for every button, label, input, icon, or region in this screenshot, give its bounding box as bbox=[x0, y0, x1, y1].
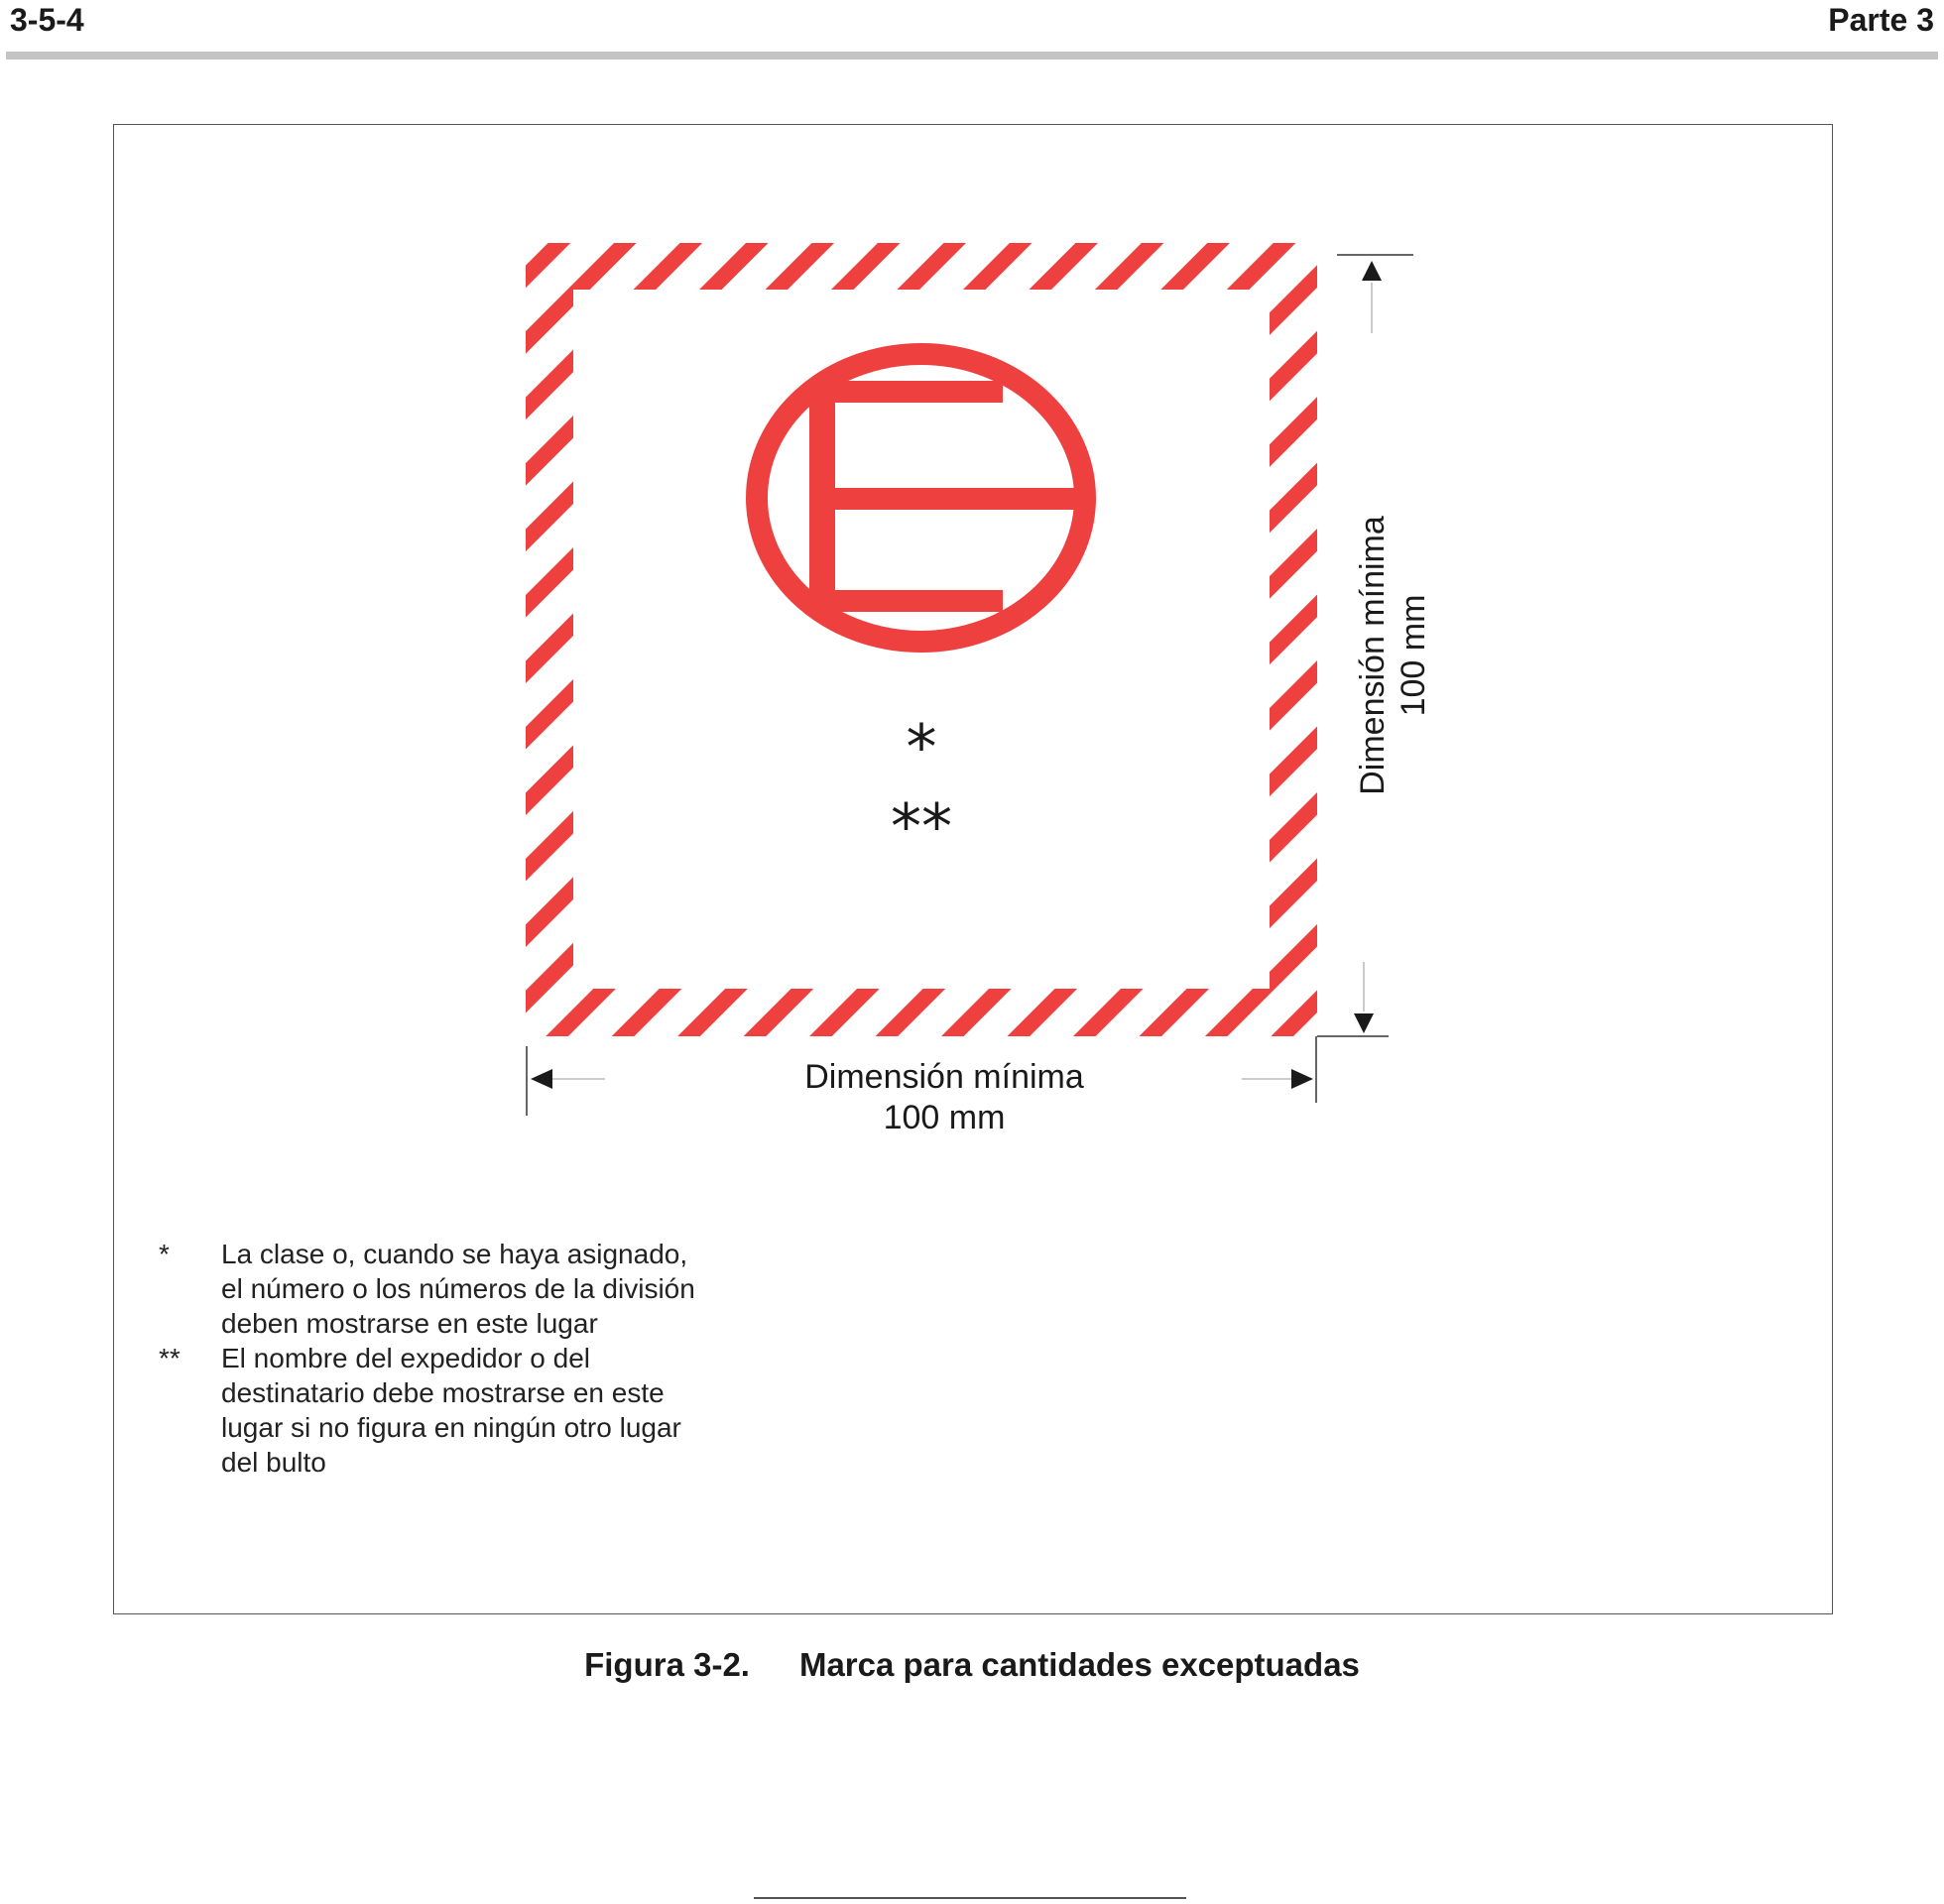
note-symbol: ** bbox=[159, 1343, 181, 1373]
figure-caption bbox=[0, 1646, 1944, 1684]
footer-rule bbox=[754, 1897, 1186, 1899]
class-placeholder-star: * bbox=[906, 711, 937, 783]
figure-notes bbox=[159, 1237, 714, 1480]
horizontal-dimension-label: Dimensión mínima bbox=[804, 1058, 1084, 1096]
section-number: 3-5-4 bbox=[10, 2, 84, 38]
figure-number: Figura 3-2. bbox=[584, 1646, 750, 1683]
note-item bbox=[159, 1237, 714, 1341]
note-text: El nombre del expedidor o del destinatario debe mostrarse en este lugar si no figura en ningún otro lugar del bulto bbox=[221, 1343, 681, 1478]
vertical-dimension-value: 100 mm bbox=[1395, 594, 1432, 717]
vertical-dimension-label: Dimensión mínima bbox=[1354, 516, 1392, 795]
note-text: La clase o, cuando se haya asignado, el número o los números de la división deben mostrarse en este lugar bbox=[221, 1239, 695, 1339]
part-label: Parte 3 bbox=[1828, 2, 1934, 38]
figure-title: Marca para cantidades exceptuadas bbox=[798, 1646, 1360, 1683]
name-placeholder-stars: ** bbox=[891, 790, 952, 863]
horizontal-dimension-value: 100 mm bbox=[883, 1099, 1006, 1136]
note-symbol: * bbox=[159, 1239, 170, 1269]
note-item bbox=[159, 1341, 714, 1480]
